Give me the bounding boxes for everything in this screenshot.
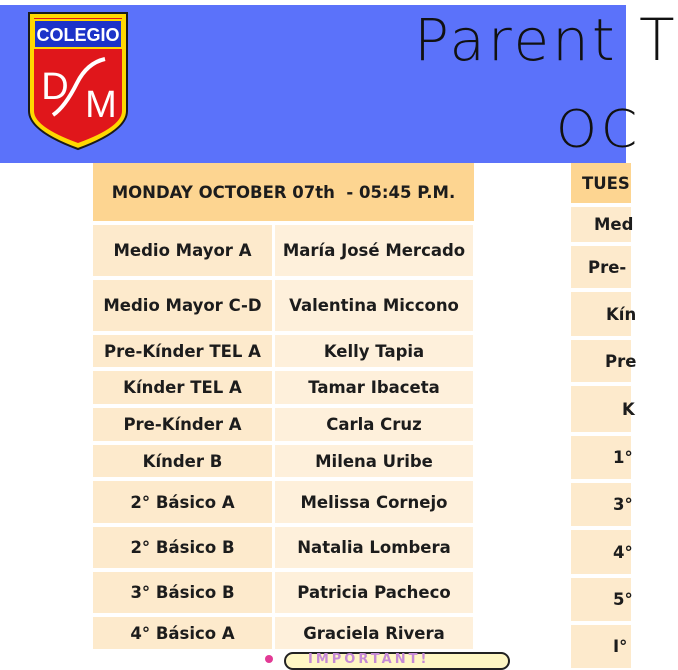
table-row: Pre- (571, 242, 631, 288)
decorative-dot-icon (265, 655, 273, 663)
table-row (93, 568, 474, 613)
table-row (93, 523, 474, 568)
course-cell: 4° Básico A (93, 617, 272, 649)
tuesday-schedule-table (571, 163, 637, 668)
table-row: 4° (571, 526, 631, 574)
course-cell: 2° Básico A (93, 481, 272, 523)
table-row: 3° (571, 479, 631, 526)
table-row: K (571, 382, 631, 432)
svg-text:M: M (85, 84, 117, 126)
table-row: Med (571, 203, 631, 242)
monday-heading: MONDAY OCTOBER 07th - 05:45 P.M. (93, 163, 474, 221)
teacher-cell: Valentina Miccono (275, 280, 473, 331)
tuesday-heading: TUES (571, 163, 631, 203)
svg-text:D: D (41, 66, 69, 108)
course-cell: 2° Básico B (93, 527, 272, 568)
course-cell: Kínder TEL A (93, 371, 272, 404)
table-row (93, 441, 474, 477)
teacher-cell: Milena Uribe (275, 445, 473, 477)
teacher-cell: María José Mercado (275, 225, 473, 276)
table-row (93, 477, 474, 523)
table-row (93, 404, 474, 441)
monday-schedule-table (93, 163, 474, 649)
teacher-cell: Graciela Rivera (275, 617, 473, 649)
teacher-cell: Carla Cruz (275, 408, 473, 441)
table-row (93, 221, 474, 276)
table-row: Kín (571, 288, 631, 336)
table-row: Pre (571, 336, 631, 382)
course-cell: Pre-Kínder TEL A (93, 335, 272, 367)
table-row (93, 367, 474, 404)
teacher-cell: Kelly Tapia (275, 335, 473, 367)
course-cell: Kínder B (93, 445, 272, 477)
course-cell: Pre-Kínder A (93, 408, 272, 441)
important-banner (284, 652, 510, 670)
teacher-cell: Patricia Pacheco (275, 572, 473, 613)
course-cell: Medio Mayor A (93, 225, 272, 276)
teacher-cell: Tamar Ibaceta (275, 371, 473, 404)
table-row (93, 276, 474, 331)
logo-text: COLEGIO (36, 25, 120, 45)
page-title: Parent T (414, 6, 678, 74)
table-row (93, 331, 474, 367)
teacher-cell: Natalia Lombera (275, 527, 473, 568)
page-subtitle: OC (556, 100, 642, 160)
teacher-cell: Melissa Cornejo (275, 481, 473, 523)
table-row (93, 613, 474, 649)
school-logo (25, 11, 131, 151)
course-cell: Medio Mayor C-D (93, 280, 272, 331)
important-label: IMPORTANT! (308, 652, 430, 667)
table-row: I° (571, 621, 631, 668)
table-row: 5° (571, 574, 631, 621)
course-cell: 3° Básico B (93, 572, 272, 613)
table-row: 1° (571, 432, 631, 479)
